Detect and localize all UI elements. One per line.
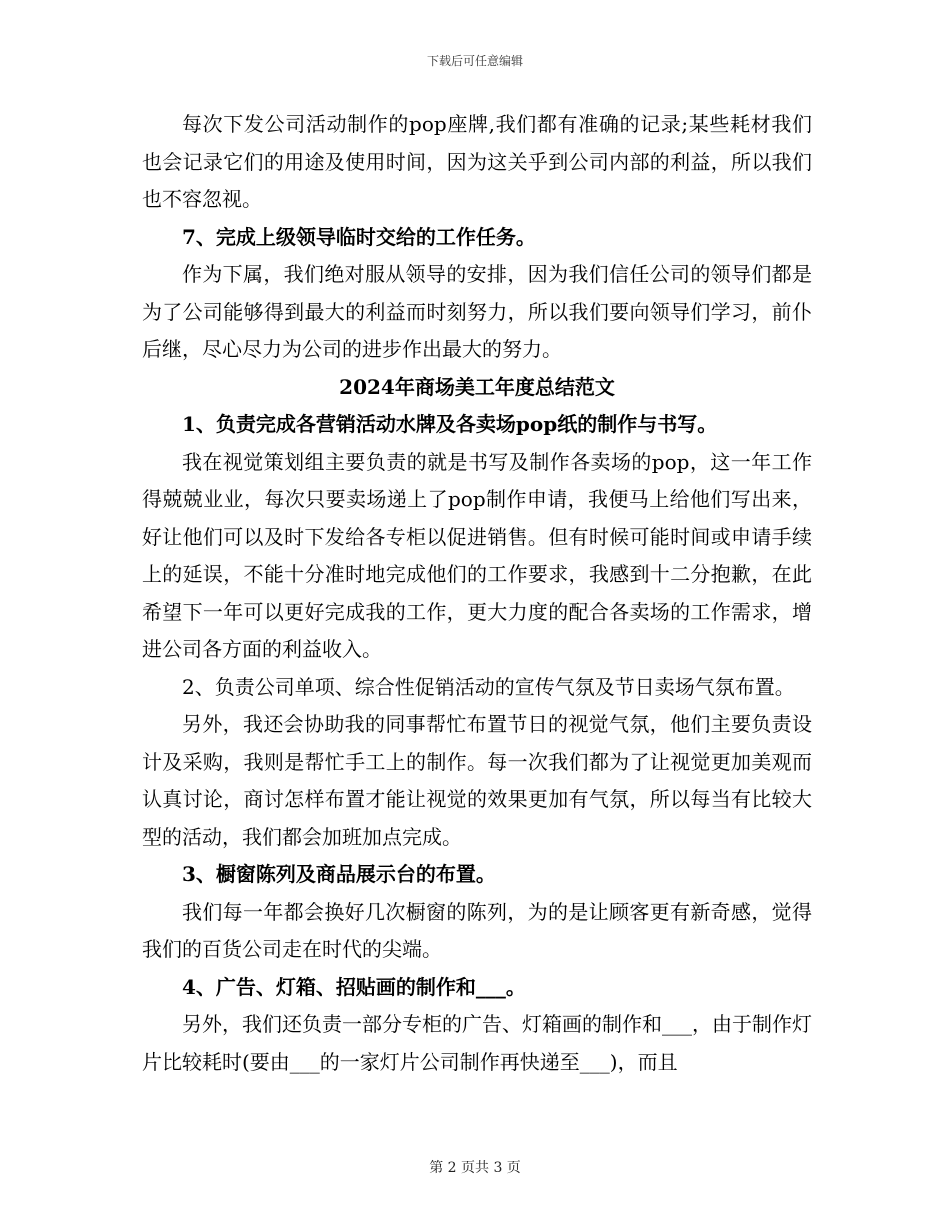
document-body: [142, 106, 812, 1081]
heading-task-2: 2、负责公司单项、综合性促销活动的宣传气氛及节日卖场气氛布置。: [182, 674, 795, 699]
paragraph-pop: 我在视觉策划组主要负责的就是书写及制作各卖场的pop，这一年工作得兢兢业业，每次只要卖场递上了pop制作申请，我便马上给他们写出来，好让他们可以及时下发给各专柜以促进销售。但有时候可能时间或申请手续上的延误，不能十分准时地完成他们的工作要求，我感到十二分抱歉，在此希望下一年可以更好完成我的工作，更大力度的配合各卖场的工作需求，增进公司各方面的利益收入。: [142, 449, 812, 661]
page-footer: 第 2 页共 3 页: [429, 1160, 521, 1176]
heading-task-3: 3、橱窗陈列及商品展示台的布置。: [182, 862, 496, 886]
paragraph-atmosphere: 另外，我还会协助我的同事帮忙布置节日的视觉气氛，他们主要负责设计及采购，我则是帮忙手工上的制作。每一次我们都为了让视觉更加美观而认真讨论，商讨怎样布置才能让视觉的效果更加有气氛，所以每当有比较大型的活动，我们都会加班加点完成。: [142, 712, 812, 849]
document-title: 2024年商场美工年度总结范文: [339, 374, 615, 399]
heading-task-4: 4、广告、灯箱、招贴画的制作和___。: [182, 974, 526, 999]
paragraph-obey: 作为下属，我们绝对服从领导的安排，因为我们信任公司的领导们都是为了公司能够得到最大的利益而时刻努力，所以我们要向领导们学习，前仆后继，尽心尽力为公司的进步作出最大的努力。: [142, 262, 812, 361]
heading-task-1: 1、负责完成各营销活动水牌及各卖场pop纸的制作与书写。: [182, 412, 718, 436]
page-header: 下载后可任意编辑: [426, 54, 523, 68]
paragraph-window: 我们每一年都会换好几次橱窗的陈列，为的是让顾客更有新奇感，觉得我们的百货公司走在时代的尖端。: [142, 899, 812, 961]
paragraph-ads: 另外，我们还负责一部分专柜的广告、灯箱画的制作和___，由于制作灯片比较耗时(要由___的一家灯片公司制作再快递至___)，而且: [142, 1012, 812, 1074]
paragraph-records: 每次下发公司活动制作的pop座牌,我们都有准确的记录;某些耗材我们也会记录它们的用途及使用时间，因为这关乎到公司内部的利益，所以我们也不容忽视。: [142, 112, 812, 211]
heading-task-7: 7、完成上级领导临时交给的工作任务。: [182, 224, 536, 249]
